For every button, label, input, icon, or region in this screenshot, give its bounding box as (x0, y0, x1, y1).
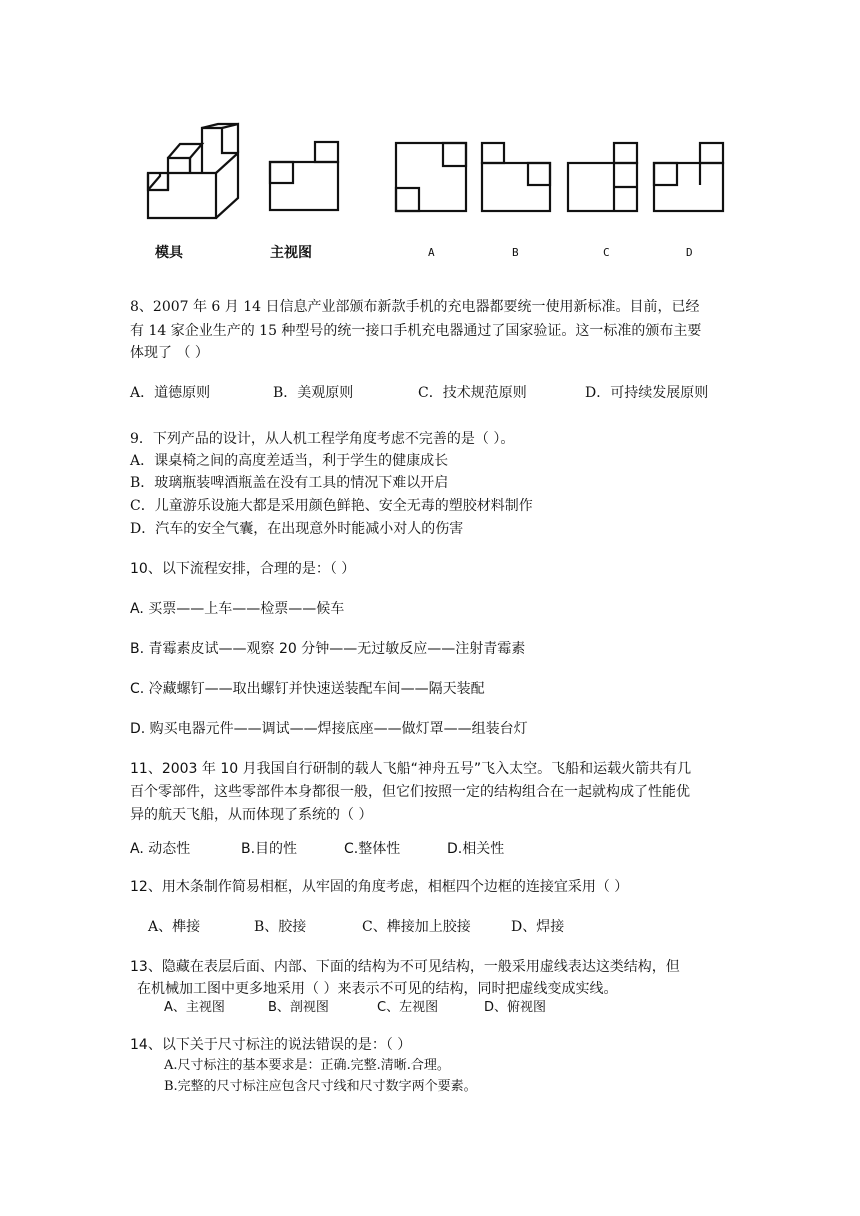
caption-c: C (603, 246, 610, 259)
q14-stem: 14、以下关于尺寸标注的说法错误的是：（ ） (130, 1037, 412, 1053)
q8-stem-line3: 体现了 （ ） (130, 345, 209, 361)
caption-b: B (512, 246, 519, 259)
q10-stem: 10、以下流程安排，合理的是：（ ） (130, 561, 356, 577)
q11-stem-line2: 百个零部件，这些零部件本身都很一般，但它们按照一定的结构组合在一起就构成了性能优 (130, 784, 690, 800)
mold-isometric-icon (148, 124, 238, 218)
q12-option-d: D、焊接 (511, 919, 565, 935)
q9-option-d: D．汽车的安全气囊，在出现意外时能减小对人的伤害 (130, 521, 464, 537)
q11-stem-line1: 11、2003 年 10 月我国自行研制的载人飞船“神舟五号”飞入太空。飞船和运载火箭共有几 (130, 761, 692, 777)
caption-front-view: 主视图 (270, 245, 312, 261)
option-d-view-icon (654, 143, 723, 211)
q9-option-b: B．玻璃瓶装啤酒瓶盖在没有工具的情况下难以开启 (130, 475, 449, 491)
caption-model: 模具 (155, 245, 183, 261)
q12-stem: 12、用木条制作简易相框，从牢固的角度考虑，相框四个边框的连接宜采用（ ） (130, 879, 629, 895)
q10-option-b: B. 青霉素皮试——观察 20 分钟——无过敏反应——注射青霉素 (130, 641, 526, 657)
q14-option-b: B.完整的尺寸标注应包含尺寸线和尺寸数字两个要素。 (164, 1079, 477, 1094)
q11-option-c: C.整体性 (344, 841, 401, 857)
q12-option-c: C、榫接加上胶接 (362, 919, 471, 935)
caption-a: A (428, 246, 435, 259)
q11-option-b: B.目的性 (241, 841, 298, 857)
caption-d: D (686, 246, 693, 259)
q13-option-b: B、剖视图 (268, 1000, 329, 1015)
q11-option-d: D.相关性 (447, 841, 505, 857)
q8-option-a: A．道德原则 (130, 385, 211, 401)
q9-option-c: C．儿童游乐设施大都是采用颜色鲜艳、安全无毒的塑胶材料制作 (130, 498, 533, 514)
q10-option-c: C. 冷藏螺钉——取出螺钉并快速送装配车间——隔天装配 (130, 681, 485, 697)
q13-option-a: A、主视图 (164, 1000, 225, 1015)
q8-option-d: D．可持续发展原则 (585, 385, 709, 401)
q13-option-c: C、左视图 (377, 1000, 439, 1015)
q8-option-c: C．技术规范原则 (418, 385, 527, 401)
q9-option-a: A．课桌椅之间的高度差适当，利于学生的健康成长 (130, 453, 449, 469)
q10-option-a: A. 买票——上车——检票——候车 (130, 601, 345, 617)
q9-stem: 9．下列产品的设计，从人机工程学角度考虑不完善的是（ ）。 (130, 431, 515, 447)
q10-option-d: D. 购买电器元件——调试——焊接底座——做灯罩——组装台灯 (130, 721, 528, 737)
three-view-figure (130, 118, 750, 268)
option-b-view-icon (482, 143, 550, 211)
q12-option-b: B、胶接 (254, 919, 307, 935)
mold-views-drawing (130, 118, 750, 268)
option-c-view-icon (568, 143, 637, 211)
q11-option-a: A. 动态性 (130, 841, 191, 857)
q14-option-a: A.尺寸标注的基本要求是：正确.完整.清晰.合理。 (164, 1058, 450, 1073)
q8-stem-line2: 有 14 家企业生产的 15 种型号的统一接口手机充电器通过了国家验证。这一标准的颁布主要 (130, 323, 702, 339)
q13-stem-line1: 13、隐藏在表层后面、内部、下面的结构为不可见结构，一般采用虚线表达这类结构，但 (130, 959, 680, 975)
q8-stem-line1: 8、2007 年 6 月 14 日信息产业部颁布新款手机的充电器都要统一使用新标准。目前，已经 (130, 299, 700, 315)
option-a-view-icon (396, 143, 466, 211)
q8-option-b: B．美观原则 (273, 385, 354, 401)
front-view-icon (270, 142, 338, 210)
q13-stem-line2: 在机械加工图中更多地采用（ ）来表示不可见的结构，同时把虚线变成实线。 (137, 981, 618, 997)
q11-stem-line3: 异的航天飞船，从而体现了系统的（ ） (130, 807, 373, 823)
q13-option-d: D、俯视图 (484, 1000, 547, 1015)
q12-option-a: A、榫接 (148, 919, 201, 935)
